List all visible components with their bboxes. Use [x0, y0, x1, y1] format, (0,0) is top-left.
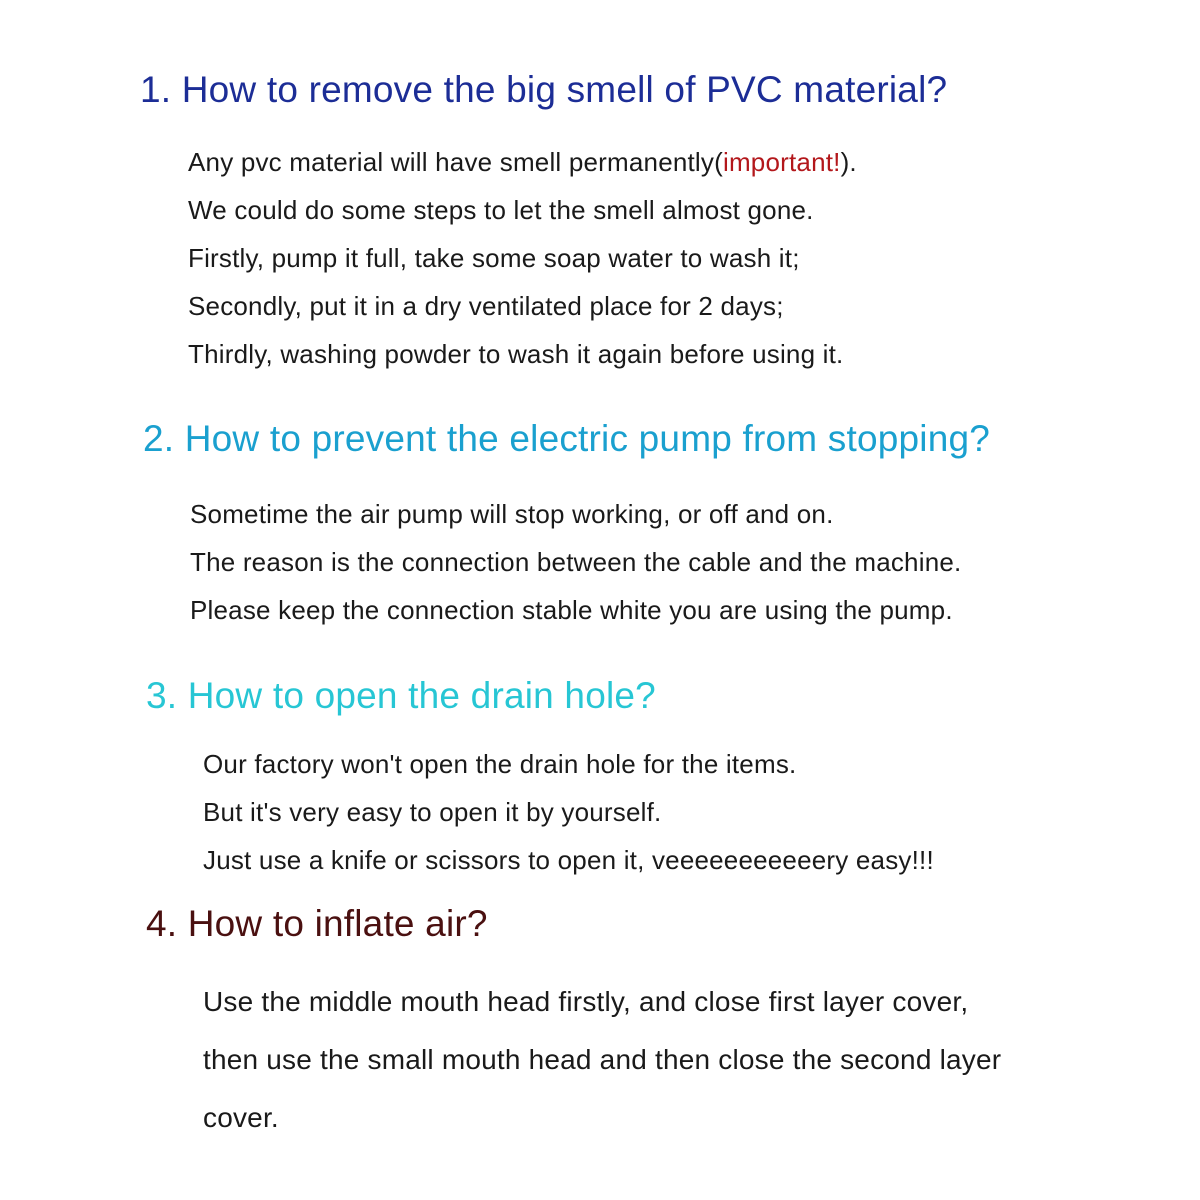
section-4-body [203, 973, 1001, 1147]
section-1-line-3: Firstly, pump it full, take some soap water to wash it; [188, 243, 800, 273]
section-3-line-2: But it's very easy to open it by yourself. [203, 797, 662, 827]
section-3-heading: 3. How to open the drain hole? [146, 675, 656, 716]
important-note: important! [722, 147, 841, 177]
section-1-line-1: Any pvc material will have smell permanently(important!). [188, 147, 857, 177]
section-1-line-4: Secondly, put it in a dry ventilated place for 2 days; [188, 291, 784, 321]
section-2-body [190, 490, 961, 634]
section-1-line-5: Thirdly, washing powder to wash it again before using it. [188, 339, 844, 369]
section-2-line-2: The reason is the connection between the cable and the machine. [190, 547, 962, 577]
section-3-line-3: Just use a knife or scissors to open it, veeeeeeeeeeery easy!!! [203, 845, 934, 875]
section-2-heading: 2. How to prevent the electric pump from stopping? [143, 418, 991, 459]
section-3-body [203, 740, 934, 884]
section-4-line-2: then use the small mouth head and then close the second layer [203, 1044, 1002, 1075]
section-1-line-2: We could do some steps to let the smell almost gone. [188, 195, 814, 225]
section-2-line-1: Sometime the air pump will stop working, or off and on. [190, 499, 834, 529]
section-3-line-1: Our factory won't open the drain hole for the items. [203, 749, 797, 779]
section-4-line-1: Use the middle mouth head firstly, and close first layer cover, [203, 986, 969, 1017]
section-4-line-3: cover. [203, 1102, 279, 1133]
section-2-line-3: Please keep the connection stable white you are using the pump. [190, 595, 953, 625]
section-1-body [188, 138, 857, 378]
section-1-heading: 1. How to remove the big smell of PVC material? [140, 69, 948, 110]
section-4-heading: 4. How to inflate air? [146, 903, 488, 944]
